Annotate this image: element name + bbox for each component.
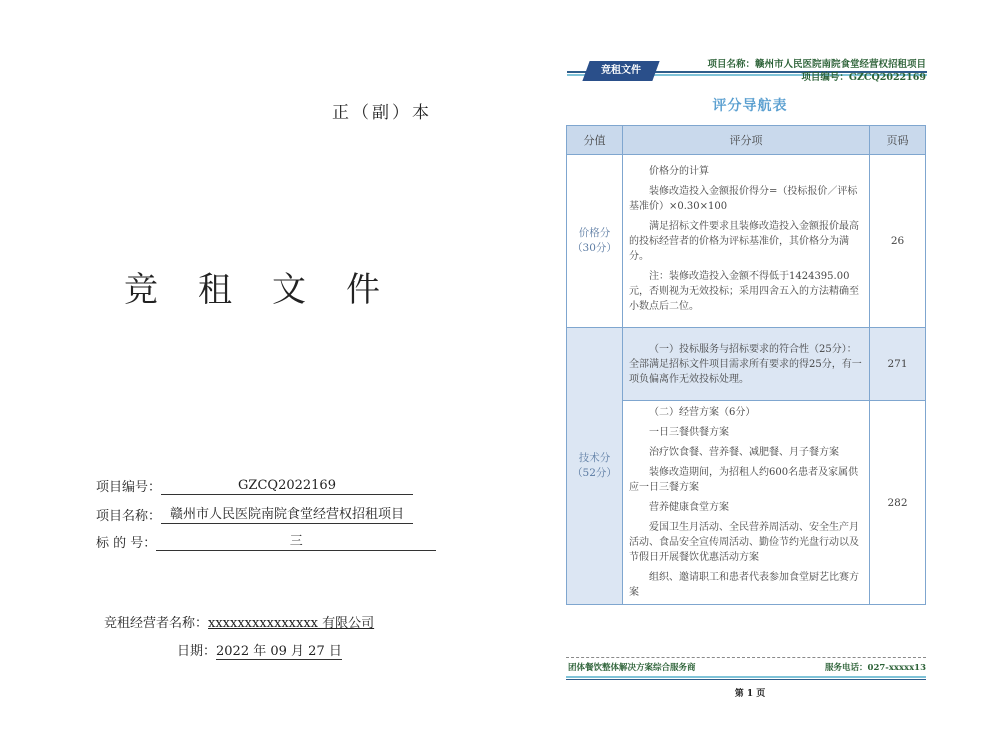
column-header-page: 页码: [870, 126, 926, 155]
price-items: [623, 155, 870, 328]
column-header-item: 评分项: [623, 126, 870, 155]
list-item: 营养健康食堂方案: [649, 502, 729, 513]
list-item: （一）投标服务与招标要求的符合性（25分）：全部满足招标文件项目需求所有要求的得25分，有一项负偏离作无效投标处理。: [629, 343, 862, 385]
footer-accent-bar: [566, 676, 926, 678]
footer-phone: 服务电话：027-xxxxx13: [825, 663, 926, 673]
list-item: 注：装修改造投入金额不得低于1424395.00元，否则视为无效投标；采用四舍五入的方法精确至小数点后二位。: [629, 270, 859, 312]
project-number-label: 项目编号：: [96, 480, 162, 495]
scoring-page: [500, 0, 1000, 750]
price-page-number: 26: [870, 155, 926, 328]
list-item: 装修改造期间，为招租人约600名患者及家属供应一日三餐方案: [629, 467, 859, 493]
bidder-label: 竞租经营者名称：: [104, 616, 209, 631]
scoring-table: [566, 125, 926, 605]
lot-number-label: 标 的 号：: [96, 536, 157, 551]
table-row-price: [567, 155, 926, 328]
list-item: 一日三餐供餐方案: [649, 427, 729, 438]
tech-plan-page-number: 282: [870, 401, 926, 605]
document-title: 竞租文件: [124, 270, 420, 310]
price-category: 价格分（30分）: [567, 155, 623, 328]
project-name-field: [96, 503, 413, 524]
footer-slogan: 团体餐饮整体解决方案综合服务商: [568, 663, 696, 673]
project-name-label: 项目名称：: [96, 509, 162, 524]
table-header-row: [567, 126, 926, 155]
header-project-number: 项目编号：GZCQ2022169: [801, 72, 926, 83]
tech-category: 技术分（52分）: [567, 328, 623, 605]
lot-number-value: 三: [156, 530, 436, 551]
footer-accent-line: [566, 679, 926, 680]
header-badge: 竞租文件: [582, 61, 659, 81]
header-project-name: 项目名称：赣州市人民医院南院食堂经营权招租项目: [707, 59, 926, 70]
project-number-value: GZCQ2022169: [161, 478, 413, 495]
list-item: 价格分的计算: [649, 165, 709, 177]
tech-plan-items: [623, 401, 870, 605]
footer-rule: [566, 657, 926, 658]
list-item: 治疗饮食餐、营养餐、减肥餐、月子餐方案: [649, 447, 839, 458]
header-project-info: [707, 58, 926, 84]
page-number: 第 1 页: [734, 689, 766, 699]
list-item: 装修改造投入金额报价得分=（投标报价／评标基准价）×0.30×100: [629, 185, 858, 212]
nav-table-title: 评分导航表: [712, 98, 788, 114]
list-item: （二）经营方案（6分）: [649, 407, 756, 418]
date-value: 2022 年 09 月 27 日: [216, 644, 342, 659]
table-row-tech-conformity: [567, 328, 926, 401]
bidder-value: xxxxxxxxxxxxxxx 有限公司: [208, 616, 375, 631]
cover-date: [177, 640, 342, 659]
list-item: 满足招标文件要求且装修改造投入金额报价最高的投标经营者的价格为评标基准价，其价格分为满分。: [629, 220, 859, 262]
column-header-score: 分值: [567, 126, 623, 155]
bidder-name: [104, 612, 374, 631]
list-item: 爱国卫生月活动、全民营养周活动、安全生产月活动、食品安全宣传周活动、勤俭节约光盘行动以及节假日开展餐饮优惠活动方案: [629, 522, 859, 563]
project-number-field: [96, 476, 413, 495]
list-item: 组织、邀请职工和患者代表参加食堂厨艺比赛方案: [629, 572, 859, 598]
date-label: 日期：: [177, 644, 217, 659]
project-name-value: 赣州市人民医院南院食堂经营权招租项目: [161, 503, 413, 524]
tech-conformity-item: [623, 328, 870, 401]
copy-mark: 正（副）本: [332, 103, 432, 123]
tech-conformity-page-number: 271: [870, 328, 926, 401]
lot-number-field: [96, 530, 436, 551]
